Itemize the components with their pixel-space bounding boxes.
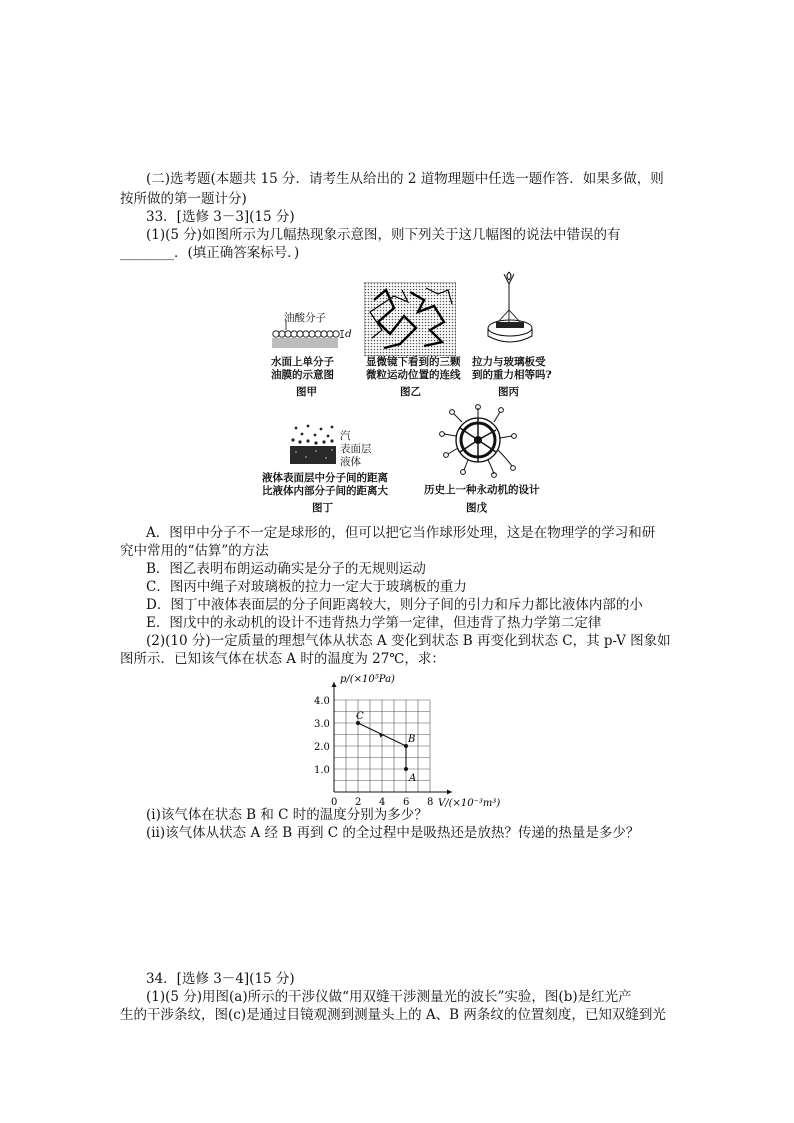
q33-part1-line-2: ________．(填正确答案标号．) (120, 245, 300, 261)
q34-title: 34．[选修 3－4](15 分) (146, 971, 295, 987)
option-a-line-2: 究中常用的“估算”的方法 (120, 543, 269, 559)
pv-chart-marks (356, 711, 416, 784)
point-a (404, 767, 408, 771)
y-tick-label: 4.0 (314, 696, 330, 707)
figure-bing-caption-1: 拉力与玻璃板受 (472, 356, 546, 368)
section-intro-line-2: 按所做的第一题计分) (120, 191, 247, 207)
option-c: C．图丙中绳子对玻璃板的拉力一定大于玻璃板的重力 (146, 579, 467, 595)
figure-bing-glass-plate (484, 270, 540, 354)
option-d: D．图丁中液体表面层的分子间距离较大，则分子间的引力和斥力都比液体内部的小 (146, 597, 643, 613)
pv-chart-axes (314, 682, 452, 808)
figure-ding-caption-2: 比液体内部分子间的距离大 (262, 485, 388, 497)
figure-jia-caption-1: 水面上单分子 (271, 356, 334, 368)
q33-part2-line-2: 图所示．已知该气体在状态 A 时的温度为 27℃，求： (120, 651, 445, 667)
option-b: B．图乙表明布朗运动确实是分子的无规则运动 (146, 561, 426, 577)
figure-ding-label-surface: 表面层 (340, 443, 372, 455)
y-tick-label: 2.0 (314, 742, 330, 753)
option-e: E．图戊中的永动机的设计不违背热力学第一定律，但违背了热力学第二定律 (146, 615, 602, 631)
x-tick-label: 8 (427, 797, 434, 808)
q33-sub-i: (ⅰ)该气体在状态 B 和 C 时的温度分别为多少？ (146, 807, 428, 823)
figure-yi-name: 图乙 (400, 386, 421, 398)
x-tick-label: 2 (355, 797, 362, 808)
q34-line-1: (1)(5 分)用图(a)所示的干涉仪做“用双缝干涉测量光的波长”实验，图(b)是红光产 (146, 989, 632, 1005)
figure-jia-d-label: d (345, 328, 352, 340)
y-axis-arrow (332, 682, 337, 687)
figure-yi-brownian (364, 282, 456, 356)
point-label-b: B (408, 734, 416, 745)
figure-ding-liquid-surface (288, 424, 338, 468)
figure-jia-molecule-label: 油酸分子 (284, 312, 326, 324)
q34-line-2: 生的干涉条纹，图(c)是通过目镜观测到测量头上的 A、B 两条纹的位置刻度，已知双缝到光 (120, 1007, 666, 1023)
x-tick-label: 0 (331, 797, 338, 808)
x-tick-label: 4 (379, 797, 386, 808)
pv-chart-ylabel: p/(×10⁵Pa) (340, 674, 395, 685)
option-a-line-1: A．图甲中分子不一定是球形的，但可以把它当作球形处理，这是在物理学的学习和研 (146, 525, 656, 541)
x-tick-label: 6 (403, 797, 410, 808)
figure-wu-caption: 历史上一种永动机的设计 (424, 484, 540, 496)
pv-chart-xlabel: V/(×10⁻³m³) (438, 798, 501, 808)
x-axis-arrow (447, 790, 452, 795)
figure-wu-name: 图戊 (466, 502, 487, 514)
figure-ding-label-gas: 汽 (340, 430, 351, 442)
y-tick-label: 3.0 (314, 719, 330, 730)
figure-ding-name: 图丁 (312, 502, 333, 514)
q33-part2-line-1: (2)(10 分)一定质量的理想气体从状态 A 变化到状态 B 再变化到状态 C，其 p-V 图象如 (146, 633, 671, 649)
figure-ding-label-liquid: 液体 (340, 456, 361, 468)
figure-wu-perpetual-motion (436, 404, 526, 478)
figure-jia-caption-2: 油膜的示意图 (271, 369, 334, 381)
figure-yi-caption-1: 显微镜下看到的三颗 (366, 356, 461, 368)
point-label-c: C (356, 711, 364, 722)
figure-jia-name: 图甲 (296, 386, 317, 398)
q33-title: 33．[选修 3－3](15 分) (146, 209, 295, 225)
figure-bing-name: 图丙 (498, 386, 519, 398)
figure-ding-caption-1: 液体表面层中分子间的距离 (262, 472, 388, 484)
figure-yi-caption-2: 微粒运动位置的连线 (366, 369, 461, 381)
q33-part1-line-1: (1)(5 分)如图所示为几幅热现象示意图，则下列关于这几幅图的说法中错误的有 (146, 227, 621, 243)
pv-chart (300, 668, 510, 808)
point-label-a: A (409, 773, 417, 784)
section-intro-line-1: (二)选考题(本题共 15 分．请考生从给出的 2 道物理题中任选一题作答．如果多做，则 (146, 171, 664, 187)
y-tick-label: 1.0 (314, 765, 330, 776)
figure-bing-caption-2: 到的重力相等吗? (472, 369, 552, 381)
q33-sub-ii: (ⅱ)该气体从状态 A 经 B 再到 C 的全过程中是吸热还是放热？传递的热量是多少？ (146, 825, 640, 841)
